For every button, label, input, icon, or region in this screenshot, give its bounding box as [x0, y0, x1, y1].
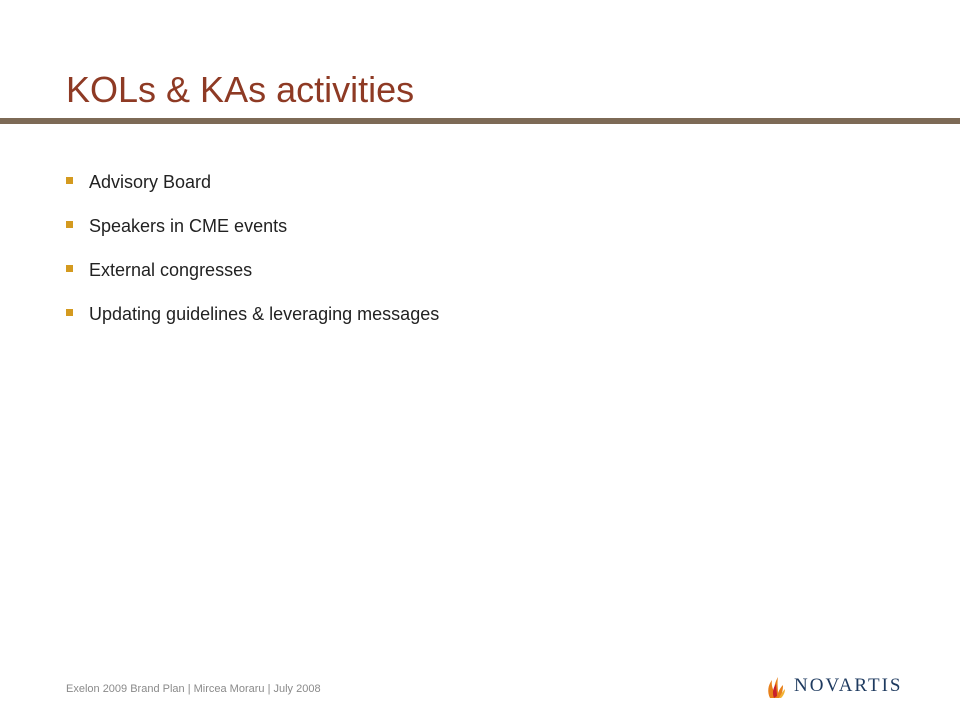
bullet-item [66, 160, 439, 204]
novartis-logo [766, 668, 902, 702]
bullet-item [66, 248, 439, 292]
square-bullet-icon [66, 177, 73, 184]
bullet-text: External congresses [89, 259, 253, 280]
slide-title: KOLs & KAs activities [66, 69, 415, 110]
novartis-flame-icon [766, 670, 788, 700]
bullet-list [66, 160, 439, 336]
footer-text: Exelon 2009 Brand Plan | Mircea Moraru | July 2008 [66, 683, 321, 695]
bullet-text: Updating guidelines & leveraging messages [89, 303, 440, 324]
logo-wordmark: NOVARTIS [794, 675, 903, 696]
square-bullet-icon [66, 309, 73, 316]
bullet-text: Advisory Board [89, 171, 212, 192]
square-bullet-icon [66, 265, 73, 272]
bullet-item [66, 204, 439, 248]
title-divider [0, 118, 960, 124]
bullet-text: Speakers in CME events [89, 215, 288, 236]
bullet-item [66, 292, 439, 336]
square-bullet-icon [66, 221, 73, 228]
